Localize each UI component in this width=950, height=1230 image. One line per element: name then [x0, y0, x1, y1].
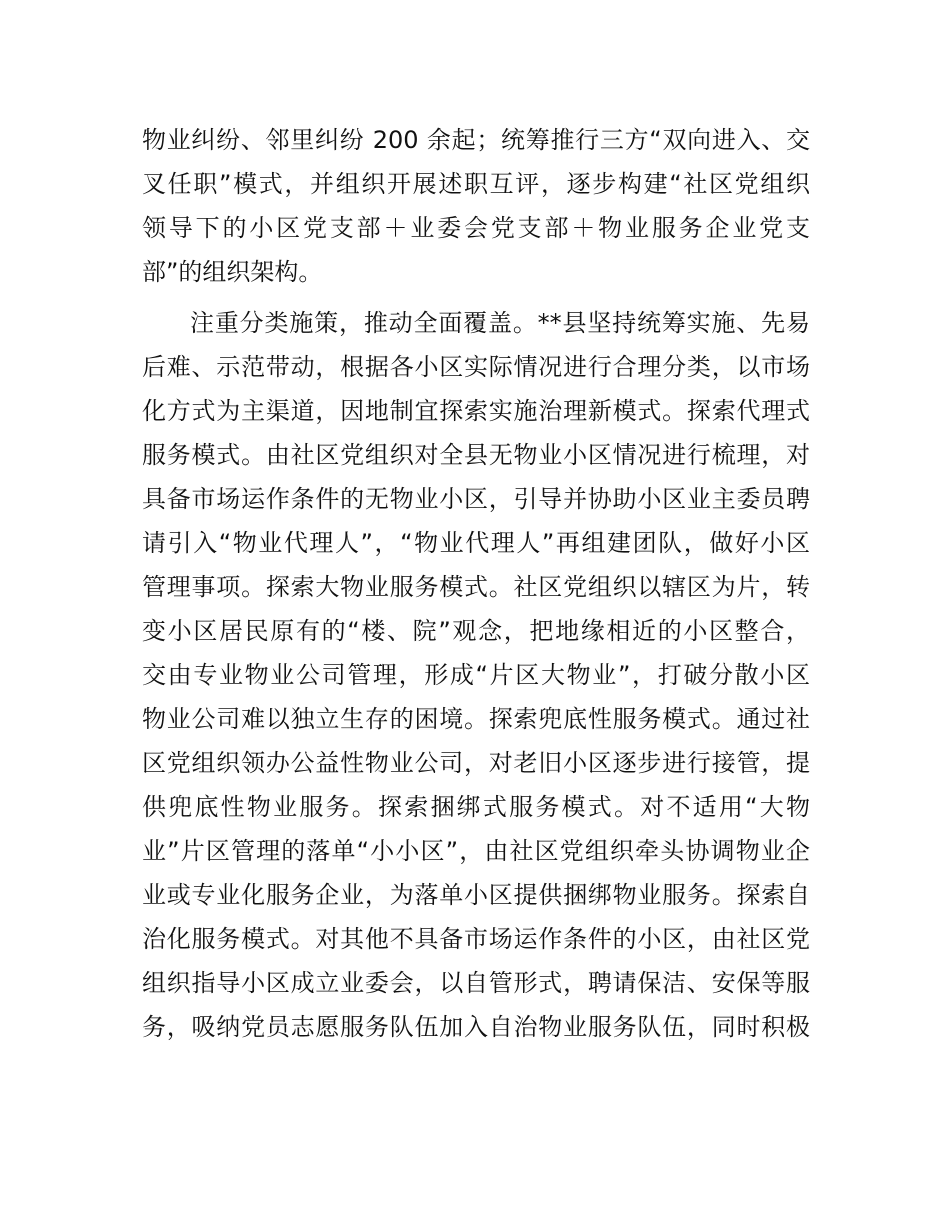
text-line: 业”片区管理的落单“小小区”，由社区党组织牵头协调物业企: [142, 837, 810, 865]
text-line: 部”的组织架构。: [142, 258, 323, 286]
text-line: 交由专业物业公司管理，形成“片区大物业”，打破分散小区: [142, 661, 810, 689]
text-line: 化方式为主渠道，因地制宜探索实施治理新模式。探索代理式: [142, 397, 810, 425]
text-line: 物业公司难以独立生存的困境。探索兜底性服务模式。通过社: [142, 705, 810, 733]
text-line: 供兜底性物业服务。探索捆绑式服务模式。对不适用“大物: [142, 793, 810, 821]
text-line: 务，吸纳党员志愿服务队伍加入自治物业服务队伍，同时积极: [142, 1013, 810, 1041]
text-line: 具备市场运作条件的无物业小区，引导并协助小区业主委员聘: [142, 485, 810, 513]
text-line: 业或专业化服务企业，为落单小区提供捆绑物业服务。探索自: [142, 881, 810, 909]
text-line: 变小区居民原有的“楼、院”观念，把地缘相近的小区整合，: [142, 617, 810, 645]
text-line: 叉任职”模式，并组织开展述职互评，逐步构建“社区党组织: [142, 170, 810, 198]
text-line: 请引入“物业代理人”，“物业代理人”再组建团队，做好小区: [142, 529, 810, 557]
text-line: 管理事项。探索大物业服务模式。社区党组织以辖区为片，转: [142, 573, 810, 601]
text-line: 注重分类施策，推动全面覆盖。**县坚持统筹实施、先易: [190, 309, 810, 337]
text-line: 治化服务模式。对其他不具备市场运作条件的小区，由社区党: [142, 925, 810, 953]
text-line: 物业纠纷、邻里纠纷 200 余起；统筹推行三方“双向进入、交: [142, 126, 810, 154]
text-line: 区党组织领办公益性物业公司，对老旧小区逐步进行接管，提: [142, 749, 810, 777]
text-line: 组织指导小区成立业委会，以自管形式，聘请保洁、安保等服: [142, 969, 810, 997]
paragraph-1: [142, 118, 810, 294]
paragraph-2: [142, 301, 810, 1049]
text-line: 服务模式。由社区党组织对全县无物业小区情况进行梳理，对: [142, 441, 810, 469]
text-line: 领导下的小区党支部＋业委会党支部＋物业服务企业党支: [142, 214, 810, 242]
text-line: 后难、示范带动，根据各小区实际情况进行合理分类，以市场: [142, 353, 810, 381]
